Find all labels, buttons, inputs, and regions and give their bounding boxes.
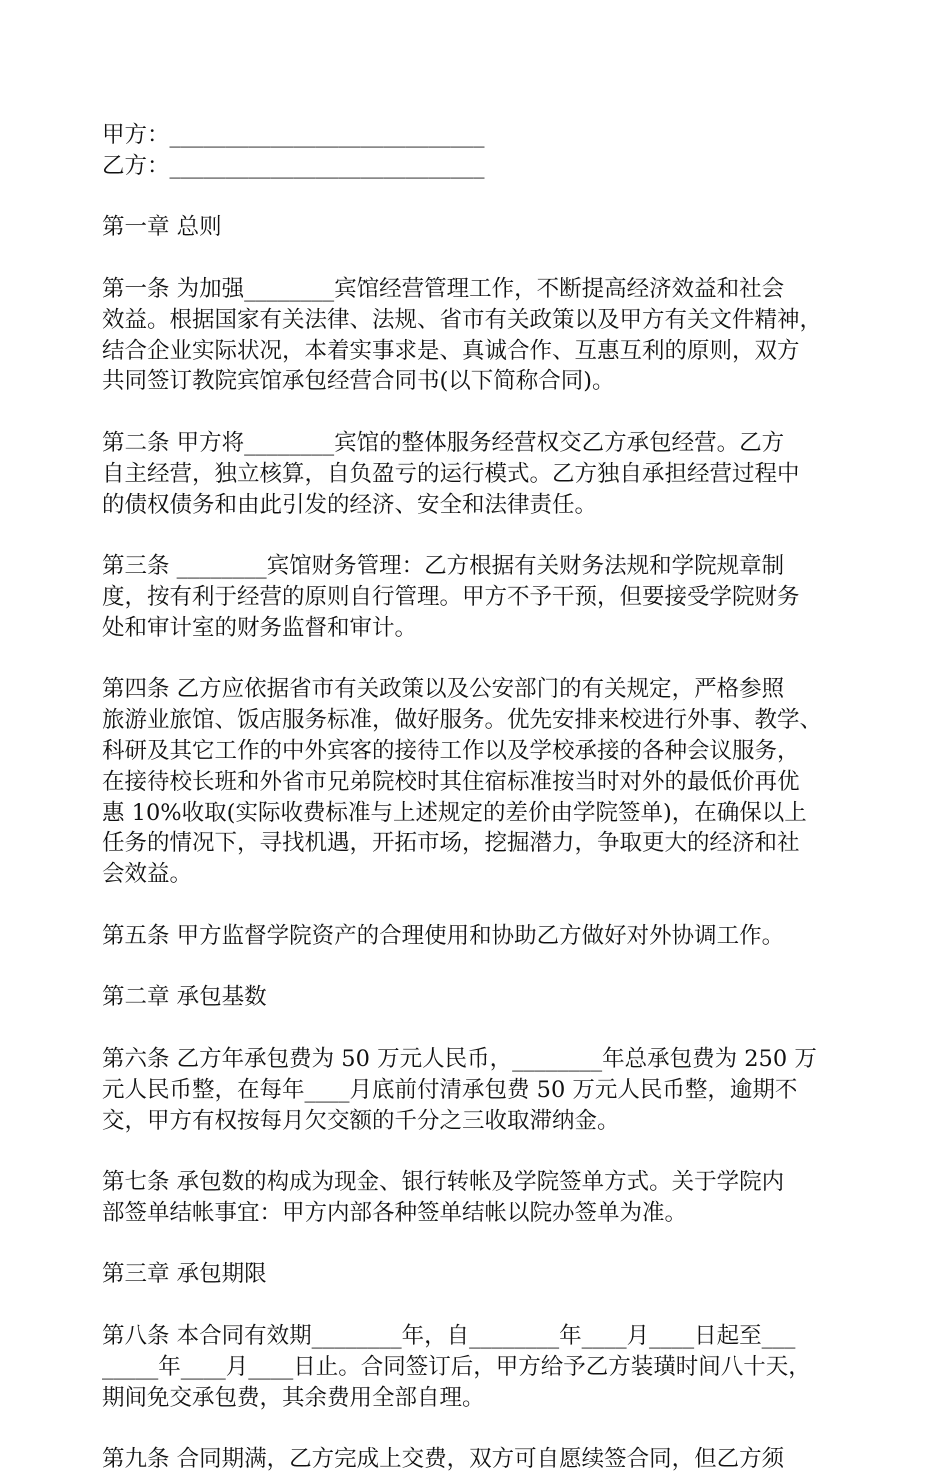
article-7-line: 部签单结帐事宜：甲方内部各种签单结帐以院办签单为准。 — [102, 1199, 688, 1226]
article-1-line: 共同签订教院宾馆承包经营合同书(以下简称合同)。 — [102, 368, 615, 395]
article-7 — [102, 1167, 854, 1229]
article-4-line: 会效益。 — [102, 861, 193, 888]
article-2-line: 第二条 甲方将________宾馆的整体服务经营权交乙方承包经营。乙方 — [102, 429, 785, 456]
chapter-1-heading: 第一章 总则 — [102, 214, 222, 241]
party-a-line: 甲方：____________________________ — [102, 122, 485, 148]
article-3-line: 度，按有利于经营的原则自行管理。甲方不予干预，但要接受学院财务 — [102, 583, 800, 610]
article-5 — [102, 921, 854, 952]
article-4 — [102, 674, 854, 890]
article-4-line: 在接待校长班和外省市兄弟院校时其住宿标准按当时对外的最低价再优 — [102, 768, 800, 795]
chapter-2-heading: 第二章 承包基数 — [102, 984, 267, 1011]
article-8-line: _____年____月____日止。合同签订后，甲方给予乙方装璜时间八十天， — [102, 1353, 811, 1380]
article-6-line: 元人民币整，在每年____月底前付清承包费 50 万元人民币整，逾期不 — [102, 1076, 798, 1103]
article-3 — [102, 551, 854, 643]
chapter-3-heading: 第三章 承包期限 — [102, 1261, 267, 1288]
article-7-line: 第七条 承包数的构成为现金、银行转帐及学院签单方式。关于学院内 — [102, 1169, 785, 1196]
article-4-line: 惠 10%收取(实际收费标准与上述规定的差价由学院签单)，在确保以上 — [102, 799, 807, 826]
article-5-line: 第五条 甲方监督学院资产的合理使用和协助乙方做好对外协调工作。 — [102, 922, 785, 949]
article-8 — [102, 1321, 854, 1413]
article-4-line: 第四条 乙方应依据省市有关政策以及公安部门的有关规定，严格参照 — [102, 676, 785, 703]
article-4-line: 任务的情况下，寻找机遇，开拓市场，挖掘潜力，争取更大的经济和社 — [102, 830, 800, 857]
article-2-line: 的债权债务和由此引发的经济、安全和法律责任。 — [102, 491, 598, 518]
article-8-line: 期间免交承包费，其余费用全部自理。 — [102, 1384, 485, 1411]
article-3-line: 第三条 ________宾馆财务管理：乙方根据有关财务法规和学院规章制 — [102, 553, 785, 580]
article-1 — [102, 274, 854, 397]
article-1-line: 结合企业实际状况，本着实事求是、真诚合作、互惠互利的原则，双方 — [102, 337, 800, 364]
article-1-line: 效益。根据国家有关法律、法规、省市有关政策以及甲方有关文件精神， — [102, 306, 823, 333]
article-1-line: 第一条 为加强________宾馆经营管理工作，不断提高经济效益和社会 — [102, 275, 785, 302]
article-9-line: 第九条 合同期满，乙方完成上交费，双方可自愿续签合同，但乙方须 — [102, 1446, 785, 1473]
article-8-line: 第八条 本合同有效期________年，自________年____月____日起至___ — [102, 1323, 796, 1350]
article-2-line: 自主经营，独立核算，自负盈亏的运行模式。乙方独自承担经营过程中 — [102, 460, 800, 487]
article-9 — [102, 1444, 854, 1475]
article-6-line: 第六条 乙方年承包费为 50 万元人民币，________年总承包费为 250 万 — [102, 1045, 817, 1072]
article-4-line: 旅游业旅馆、饭店服务标准，做好服务。优先安排来校进行外事、教学、 — [102, 707, 823, 734]
article-4-line: 科研及其它工作的中外宾客的接待工作以及学校承接的各种会议服务， — [102, 737, 800, 764]
article-2 — [102, 428, 854, 520]
party-b-line: 乙方：____________________________ — [102, 152, 485, 179]
article-3-line: 处和审计室的财务监督和审计。 — [102, 614, 418, 641]
contract-page — [102, 120, 854, 1475]
article-6-line: 交，甲方有权按每月欠交额的千分之三收取滞纳金。 — [102, 1107, 620, 1134]
article-6 — [102, 1044, 854, 1136]
